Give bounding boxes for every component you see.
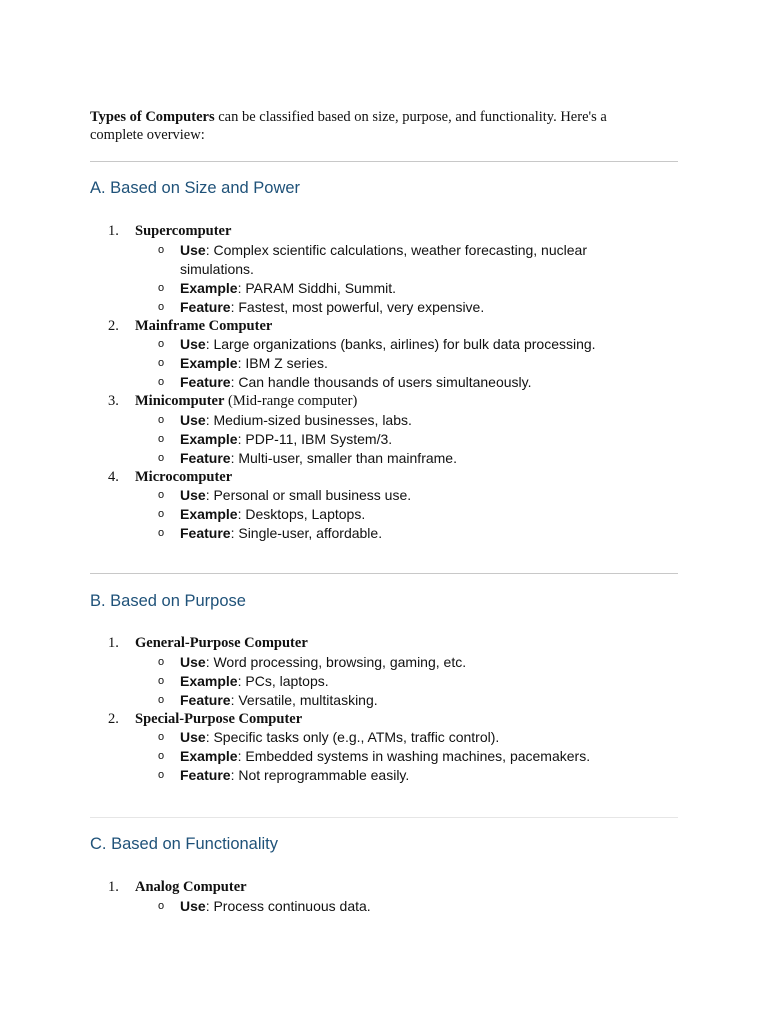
bullet-icon: o [158,300,165,313]
bullet-icon: o [158,281,165,294]
bullet-icon: o [158,338,165,350]
detail-item: o Feature: Can handle thousands of users simultaneously. [158,374,532,390]
item-title: Mainframe Computer [135,317,273,334]
list-item [90,468,678,544]
list-item [90,317,678,393]
list-item [90,710,678,786]
section-heading-purpose: B. Based on Purpose [90,592,246,610]
detail-item: o Use: Large organizations (banks, airlines) for bulk data processing. [158,336,596,352]
detail-item: o Example: Embedded systems in washing machines, pacemakers. [158,748,591,764]
detail-item: o Use: Process continuous data. [158,897,371,914]
bullet-icon: o [158,750,165,762]
item-number: 2. [108,710,119,727]
purpose-list [90,634,678,785]
intro-text: can be classified based on size, purpose, and functionality. Here's a complete overview: [90,108,607,143]
detail-item: o Example: PCs, laptops. [158,672,329,689]
section-divider [90,817,678,818]
item-title: General-Purpose Computer [135,635,308,651]
list-item [90,392,678,468]
detail-item: o Use: Medium-sized businesses, labs. [158,411,412,428]
item-title: Minicomputer (Mid-range computer) [135,393,358,409]
bullet-icon: o [158,693,165,706]
item-title: Supercomputer [135,223,232,239]
list-item [90,634,678,710]
detail-item: o Use: Personal or small business use. [158,487,412,503]
bullet-icon: o [158,432,165,445]
bullet-icon: o [158,451,165,464]
bullet-icon: o [158,243,165,256]
item-title: Special-Purpose Computer [135,710,303,727]
list-item [90,222,678,317]
bullet-icon: o [158,508,165,520]
item-number: 1. [108,635,119,651]
detail-item: o Example: IBM Z series. [158,355,328,371]
intro-paragraph [90,108,650,144]
section-heading-functionality: C. Based on Functionality [90,835,279,853]
detail-item: o Feature: Multi-user, smaller than mainframe. [158,449,457,466]
bullet-icon: o [158,655,165,668]
item-title: Microcomputer [135,468,233,485]
bullet-icon: o [158,413,165,426]
bullet-icon: o [158,376,165,388]
item-number: 2. [108,317,119,334]
bullet-icon: o [158,769,165,781]
bullet-icon: o [158,731,165,743]
item-number: 3. [108,393,119,409]
section-divider [90,161,678,162]
bullet-icon: o [158,674,165,687]
bullet-icon: o [158,357,165,369]
detail-item: o Example: PARAM Siddhi, Summit. [158,279,397,296]
detail-item: o Example: Desktops, Laptops. [158,506,366,522]
detail-item: o Use: Specific tasks only (e.g., ATMs, traffic control). [158,729,500,745]
functionality-list [90,878,678,916]
section-heading-size: A. Based on Size and Power [90,179,301,197]
detail-item: o Use: Word processing, browsing, gaming, etc. [158,653,467,670]
bullet-icon: o [158,899,165,912]
detail-item: o Feature: Not reprogrammable easily. [158,767,410,783]
size-list [90,222,678,543]
detail-item: o Feature: Versatile, multitasking. [158,691,378,708]
detail-item: o Feature: Single-user, affordable. [158,525,383,541]
section-divider [90,573,678,574]
item-number: 1. [108,879,119,895]
detail-item: o Example: PDP-11, IBM System/3. [158,430,393,447]
list-item [90,878,678,916]
bullet-icon: o [158,489,165,501]
item-number: 4. [108,468,119,485]
item-number: 1. [108,223,119,239]
detail-item: o Use: Complex scientific calculations, weather forecasting, nuclear simulations. [158,241,587,277]
bullet-icon: o [158,527,165,539]
intro-bold: Types of Computers [90,108,215,125]
item-title: Analog Computer [135,879,247,895]
detail-item: o Feature: Fastest, most powerful, very expensive. [158,298,485,315]
